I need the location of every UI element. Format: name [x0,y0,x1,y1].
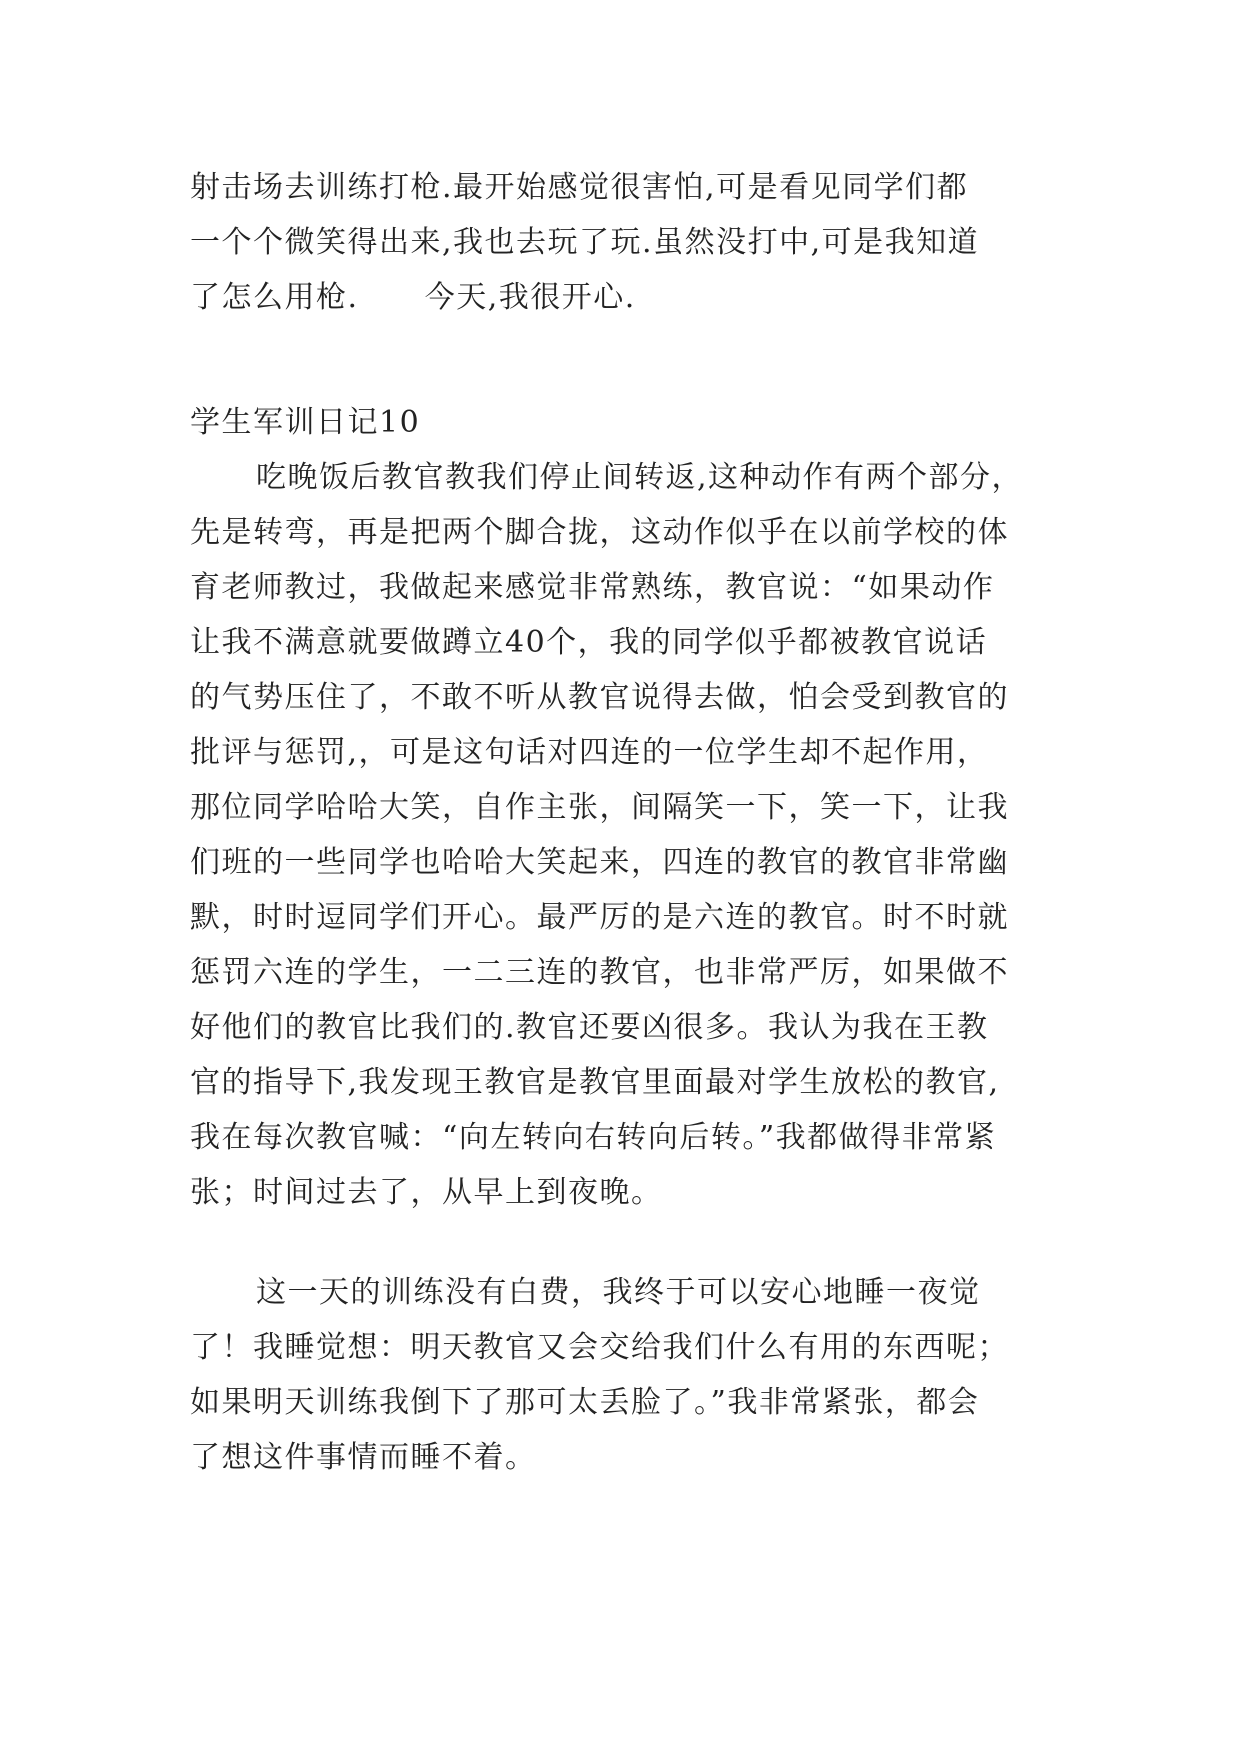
text-line: 的气势压住了，不敢不听从教官说得去做，怕会受到教官的 [190,680,1009,715]
text-line: 惩罚六连的学生，一二三连的教官，也非常严厉，如果做不 [190,955,1009,990]
text-line: 官的指导下,我发现王教官是教官里面最对学生放松的教官, [190,1065,1000,1100]
section-title: 学生军训日记10 [190,405,421,440]
text-line: 这一天的训练没有白费，我终于可以安心地睡一夜觉 [256,1275,981,1310]
section-title-block [190,395,1060,450]
text-line: 好他们的教官比我们的.教官还要凶很多。我认为我在王教 [190,1010,989,1045]
text-line: 们班的一些同学也哈哈大笑起来，四连的教官的教官非常幽 [190,845,1009,880]
text-line: 了！我睡觉想：明天教官又会交给我们什么有用的东西呢； [190,1330,1009,1365]
text-line: 了想这件事情而睡不着。 [190,1440,537,1475]
text-line: 让我不满意就要做蹲立40个，我的同学似乎都被教官说话 [190,625,988,660]
text-line: 默，时时逗同学们开心。最严厉的是六连的教官。时不时就 [190,900,1009,935]
text-line: 先是转弯，再是把两个脚合拢，这动作似乎在以前学校的体 [190,515,1009,550]
paragraph-2 [190,1265,1060,1485]
text-line: 射击场去训练打枪.最开始感觉很害怕,可是看见同学们都 [190,170,969,205]
text-line: 吃晚饭后教官教我们停止间转返,这种动作有两个部分， [256,460,1024,495]
text-line: 我在每次教官喊：“向左转向右转向后转。”我都做得非常紧 [190,1120,997,1155]
text-line: 一个个微笑得出来,我也去玩了玩.虽然没打中,可是我知道 [190,225,980,260]
text-line: 育老师教过，我做起来感觉非常熟练，教官说：“如果动作 [190,570,995,605]
text-line: 了怎么用枪. 今天,我很开心. [190,280,636,315]
carryover-paragraph [190,160,1060,325]
paragraph-1 [190,450,1060,1220]
text-line: 张；时间过去了，从早上到夜晚。 [190,1175,663,1210]
text-line: 如果明天训练我倒下了那可太丢脸了。”我非常紧张，都会 [190,1385,980,1420]
text-line: 批评与惩罚,，可是这句话对四连的一位学生却不起作用， [190,735,989,770]
text-line: 那位同学哈哈大笑，自作主张，间隔笑一下，笑一下，让我 [190,790,1009,825]
